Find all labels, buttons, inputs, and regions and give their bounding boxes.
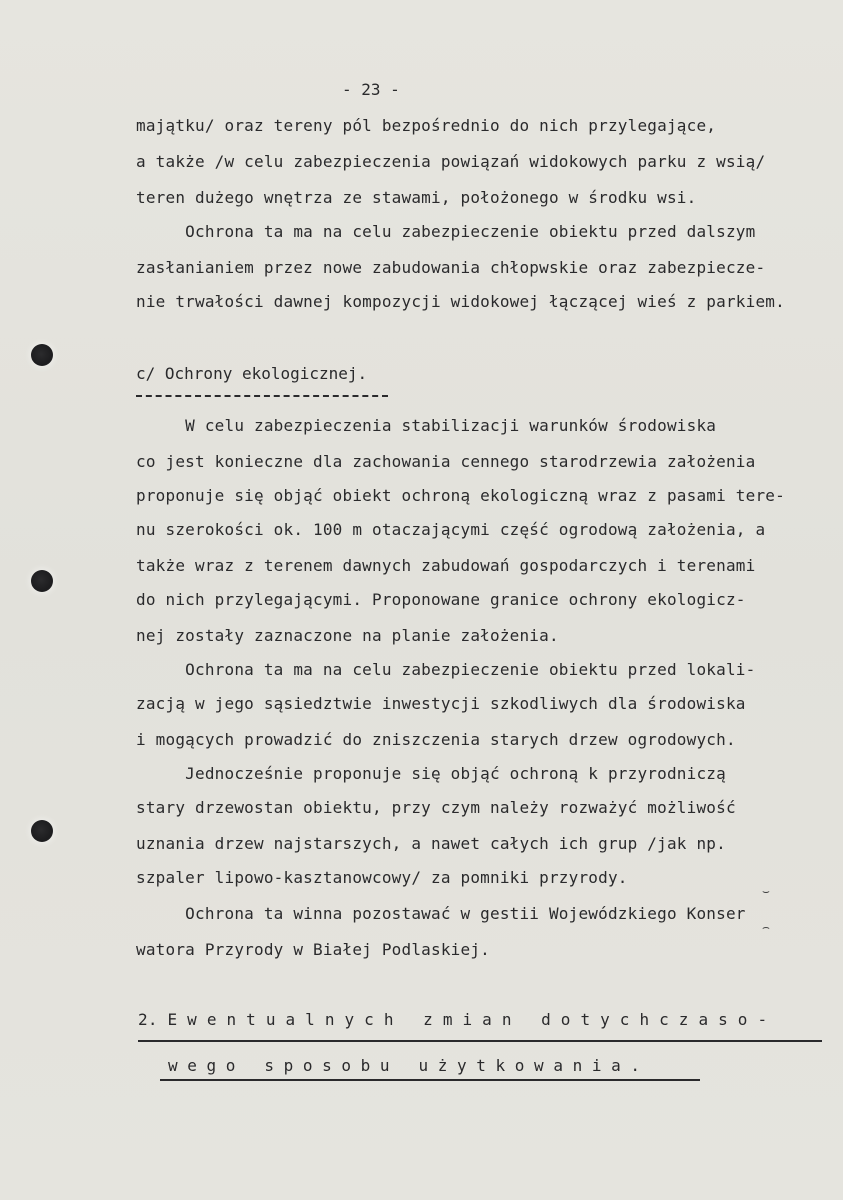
correction-mark: ⌣ xyxy=(762,884,770,898)
text-line: Ochrona ta ma na celu zabezpieczenie obiektu przed lokali- xyxy=(136,660,756,679)
punch-hole xyxy=(31,570,53,592)
text-line: nej zostały zaznaczone na planie założenia. xyxy=(136,626,559,645)
correction-mark: ⌢ xyxy=(762,920,770,934)
text-line: co jest konieczne dla zachowania cennego starodrzewia założenia xyxy=(136,452,756,471)
punch-hole xyxy=(31,820,53,842)
section-2-underline-1 xyxy=(138,1040,822,1042)
heading-underline xyxy=(136,395,388,397)
text-line: proponuje się objąć obiekt ochroną ekologiczną wraz z pasami tere- xyxy=(136,486,785,505)
text-line: Ochrona ta winna pozostawać w gestii Wojewódzkiego Konser xyxy=(136,904,746,923)
section-2-heading-line-2: w e g o s p o s o b u u ż y t k o w a n i a . xyxy=(168,1056,641,1075)
text-line: uznania drzew najstarszych, a nawet całych ich grup /jak np. xyxy=(136,834,726,853)
page-number: - 23 - xyxy=(342,80,400,99)
text-line: teren dużego wnętrza ze stawami, położonego w środku wsi. xyxy=(136,188,697,207)
text-line: stary drzewostan obiektu, przy czym należy rozważyć możliwość xyxy=(136,798,736,817)
text-line: nu szerokości ok. 100 m otaczającymi część ogrodową założenia, a xyxy=(136,520,766,539)
text-line: i mogących prowadzić do zniszczenia starych drzew ogrodowych. xyxy=(136,730,736,749)
text-line: także wraz z terenem dawnych zabudowań gospodarczych i terenami xyxy=(136,556,756,575)
text-line: watora Przyrody w Białej Podlaskiej. xyxy=(136,940,490,959)
text-line: szpaler lipowo-kasztanowcowy/ za pomniki przyrody. xyxy=(136,868,628,887)
text-line: Jednocześnie proponuje się objąć ochroną k przyrodniczą xyxy=(136,764,726,783)
text-line: Ochrona ta ma na celu zabezpieczenie obiektu przed dalszym xyxy=(136,222,756,241)
section-heading: c/ Ochrony ekologicznej. xyxy=(136,364,368,383)
text-line: a także /w celu zabezpieczenia powiązań widokowych parku z wsią/ xyxy=(136,152,766,171)
punch-hole xyxy=(31,344,53,366)
text-line: majątku/ oraz tereny pól bezpośrednio do nich przylegające, xyxy=(136,116,717,135)
text-line: nie trwałości dawnej kompozycji widokowej łączącej wieś z parkiem. xyxy=(136,292,785,311)
text-line: zacją w jego sąsiedztwie inwestycji szkodliwych dla środowiska xyxy=(136,694,746,713)
text-line: W celu zabezpieczenia stabilizacji warunków środowiska xyxy=(136,416,717,435)
text-line: do nich przylegającymi. Proponowane granice ochrony ekologicz- xyxy=(136,590,746,609)
section-2-heading-line-1: 2. E w e n t u a l n y c h z m i a n d o t y c h c z a s o - xyxy=(138,1010,768,1029)
section-2-underline-2 xyxy=(160,1079,700,1081)
text-line: zasłanianiem przez nowe zabudowania chłopwskie oraz zabezpiecze- xyxy=(136,258,766,277)
